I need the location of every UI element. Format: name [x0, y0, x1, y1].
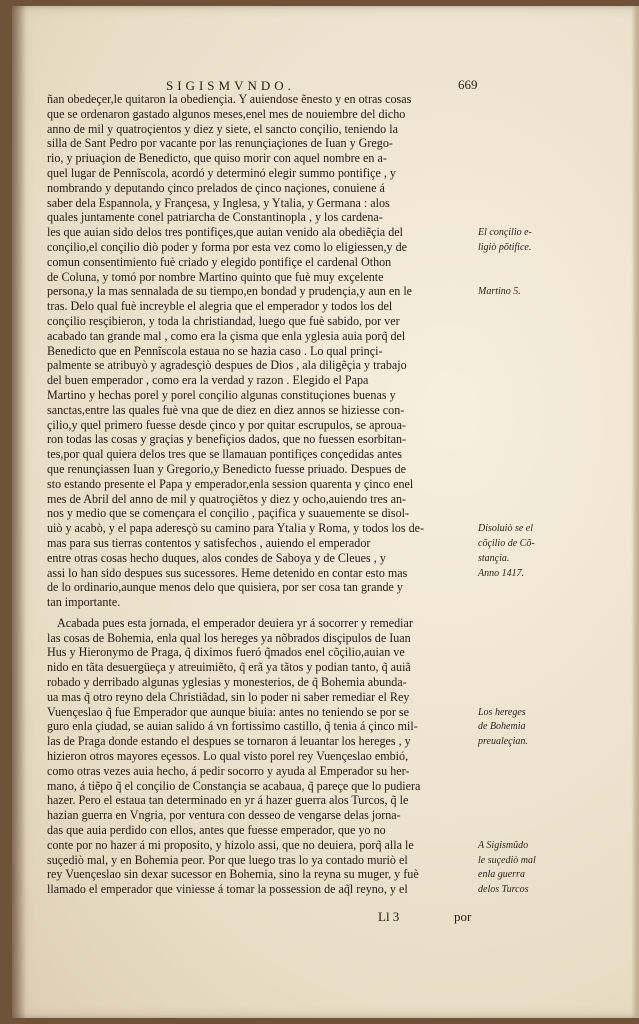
marginal-note: cõçilio de Cõ-: [478, 538, 535, 549]
text-line: nos y medio que se començara el conçilio , paçifica y suauemente se disol-: [47, 506, 410, 521]
text-line: que se ordenaron gastado algunos meses,enel mes de nouiembre del dicho: [47, 106, 406, 121]
text-line: silla de Sant Pedro por vacante por las renunçiaçiones de Iuan y Grego-: [47, 136, 393, 151]
text-line: çilio,y quel primero fuesse desde çinco y por quitar escrupulos, se aproua-: [47, 417, 407, 432]
text-line: conçilio,el conçilio diò poder y forma por esta vez como lo eligiessen,y de: [47, 239, 408, 254]
text-line: Hus y Hieronymo de Praga, q̃ diximos fueró q̃mados enel cõçilio,auian ve: [47, 645, 405, 660]
page-gutter-shadow: [12, 6, 26, 1018]
marginal-note: Los hereges: [478, 707, 526, 718]
text-line: de lo ordinario,aunque menos delo que quisiera, por ser cosa tan grande y: [47, 580, 403, 595]
text-line: acabado tan grande mal , como era la çisma que enla yglesia auia porq̃ del: [47, 328, 406, 343]
text-line: saber dela Espannola, y Françesa, y Inglesa, y Ytalia, y Germana : alos: [47, 195, 390, 210]
text-line: que renunçiassen Iuan y Gregorio,y Benedicto fuesse priuado. Despues de: [47, 461, 407, 476]
text-line: rey Vuençeslao sin dexar sucessor en Bohemia, sino la reyna su muger, y fuè: [47, 867, 419, 882]
marginal-note: enla guerra: [478, 869, 525, 880]
text-line: del buen emperador , como era la verdad y razon . Elegido el Papa: [47, 373, 369, 388]
text-line: uiò y acabò, y el papa aderesçò su camino para Ytalia y Roma, y todos los de-: [47, 521, 425, 536]
text-line: mas para sus tierras contentos y satisfechos , auiendo el emperador: [47, 535, 371, 550]
text-line: como otras vezes auia hecho, á pedir socorro y ayuda al Emperador su her-: [47, 763, 410, 778]
text-line: tras. Delo qual fuè increyble el alegria que el emperador y todos los del: [47, 299, 393, 314]
marginal-note: delos Turcos: [478, 884, 529, 895]
text-line: llamado el emperador que viniesse á tomar la possession de aq̃l reyno, y el: [47, 882, 408, 897]
text-line: ua mas q̃ otro reyno dela Christiãdad, sin lo poder ni saber remediar el Rey: [47, 689, 410, 704]
text-line: sto estando presente el Papa y emperador,enla session quarenta y çinco enel: [47, 476, 414, 491]
text-line: persona,y la mas sennalada de su tiempo,en bondad y prudençia,y aun en le: [47, 284, 413, 299]
text-line: suçediò mal, y en Bohemia peor. Por que luego tras lo ya contado muriò el: [47, 852, 408, 867]
text-line: hazer. Pero el estaua tan determinado en yr á hazer guerra alos Turcos, q̃ le: [47, 793, 409, 808]
body-text: [47, 92, 487, 897]
text-line: Martino y hechas porel y porel conçilio algunas constituçiones buenas y: [47, 387, 396, 402]
text-line: robado y derribado algunas yglesias y monesterios, de q̃ Bohemia abunda-: [47, 675, 407, 690]
text-line: entre otras cosas hecho duques, alos condes de Saboya y de Cleues , y: [47, 550, 386, 565]
marginal-note: Disoluiò se el: [478, 523, 533, 534]
text-line: mes de Abril del anno de mil y quatroçiẽtos y diez y ocho,auiendo tres an-: [47, 491, 407, 506]
marginal-note: El conçilio e-: [478, 227, 532, 238]
text-line: guro enla çiudad, se auian salido á vn fortissimo castillo, q̃ tenia á çinco mil-: [47, 719, 418, 734]
marginal-note: preualeçian.: [478, 736, 528, 747]
text-line: ñan obedeçer,le quitaron la obediençia. Y auiendose ẽnesto y en otras cosas: [47, 92, 412, 106]
text-line: quel lugar de Pennĩscola, acordó y determinó elegir summo pontifiçe , y: [47, 165, 396, 180]
text-line: comun consentimiento fuè criado y elegido pontifiçe el cardenal Othon: [47, 254, 392, 269]
book-page: [12, 6, 639, 1018]
text-line: ron todas las cosas y graçias y benefiçios dados, que no fuessen esorbitan-: [47, 432, 407, 447]
text-line: rio, y priuaçion de Benedicto, que quiso morir con aquel nombre en a-: [47, 151, 387, 166]
marginal-note: le suçediò mal: [478, 855, 536, 866]
signature-mark: Ll 3: [378, 909, 400, 924]
text-line: palmente se atribuyò y agradesçiò despues de Dios , ala diligẽçia y trabajo: [47, 358, 407, 373]
text-line: conte por no hazer á mi proposito, y hizolo assi, que no deuiera, porq̃ alla le: [47, 837, 414, 852]
text-line: las cosas de Bohemia, enla qual los hereges ya nõbrados disçipulos de Iuan: [47, 630, 411, 645]
text-line: las de Praga donde estando el despues se tornaron á leuantar los hereges , y: [47, 734, 411, 749]
marginal-note: ligiò põtifice.: [478, 242, 532, 253]
text-line: tes,por qual quiera delos tres que se llamauan pontifiçes conçedidas antes: [47, 447, 402, 462]
text-line: conçilio resçibieron, y toda la christiandad, luego que fuè sabido, por ver: [47, 313, 400, 328]
text-line: les que auian sido delos tres pontifiçes,que auian venido ala obediẽçia del: [47, 225, 403, 240]
text-line: nido en tãta desuergüeça y atreuimiẽto, q̃ erã ya tãtos y podian tanto, q̃ auiã: [47, 660, 411, 675]
text-line: assi lo han sido despues sus sucessores. Heme detenido en contar esto mas: [47, 565, 408, 580]
marginal-note: A Sigismũdo: [478, 840, 529, 851]
text-line: mano, á tiẽpo q̃ el conçilio de Constançia se acabaua, q̃ pareçe que lo pudiera: [47, 778, 421, 793]
text-line: Benedicto que en Pennĩscola estaua no se hazia caso . Lo qual prinçi-: [47, 343, 383, 358]
text-line: de Coluna, y tomó por nombre Martino quinto que fuè muy exçelente: [47, 269, 384, 284]
text-line: tan importante.: [47, 595, 121, 610]
text-line: hazian guerra en Vngria, por ventura con desseo de vengarse delas jorna-: [47, 808, 401, 823]
catchword: por: [454, 909, 472, 924]
text-line: nombrando y deputando çinco prelados de çinco naçiones, conuiene á: [47, 180, 385, 195]
marginal-note: Anno 1417.: [478, 568, 525, 579]
text-line: hizieron otros mayores eçessos. Lo qual visto porel rey Vuençeslao embió,: [47, 749, 409, 764]
marginal-note: Martino 5.: [478, 286, 521, 297]
text-line: sanctas,entre las quales fuè vna que de diez en diez annos se hiziesse con-: [47, 402, 405, 417]
marginal-note: stançia.: [478, 553, 510, 564]
marginal-note: de Bohemia: [478, 721, 526, 732]
page-edge: [631, 6, 639, 1018]
text-line: das que auia perdido con ellos, antes que fuesse emperador, que yo no: [47, 823, 386, 838]
text-line: quales juntamente conel patriarcha de Constantinopla , y los cardena-: [47, 210, 383, 225]
text-line: anno de mil y quatroçientos y diez y siete, el sancto conçilio, teniendo la: [47, 121, 398, 136]
page-number: 669: [458, 77, 478, 92]
text-line: Vuençeslao q̃ fue Emperador que aunque biuia: antes no teniendo se por se: [47, 704, 409, 719]
text-line: Acabada pues esta jornada, el emperador deuiera yr á socorrer y remediar: [57, 615, 413, 630]
running-title: SIGISMVNDO.: [166, 78, 295, 93]
